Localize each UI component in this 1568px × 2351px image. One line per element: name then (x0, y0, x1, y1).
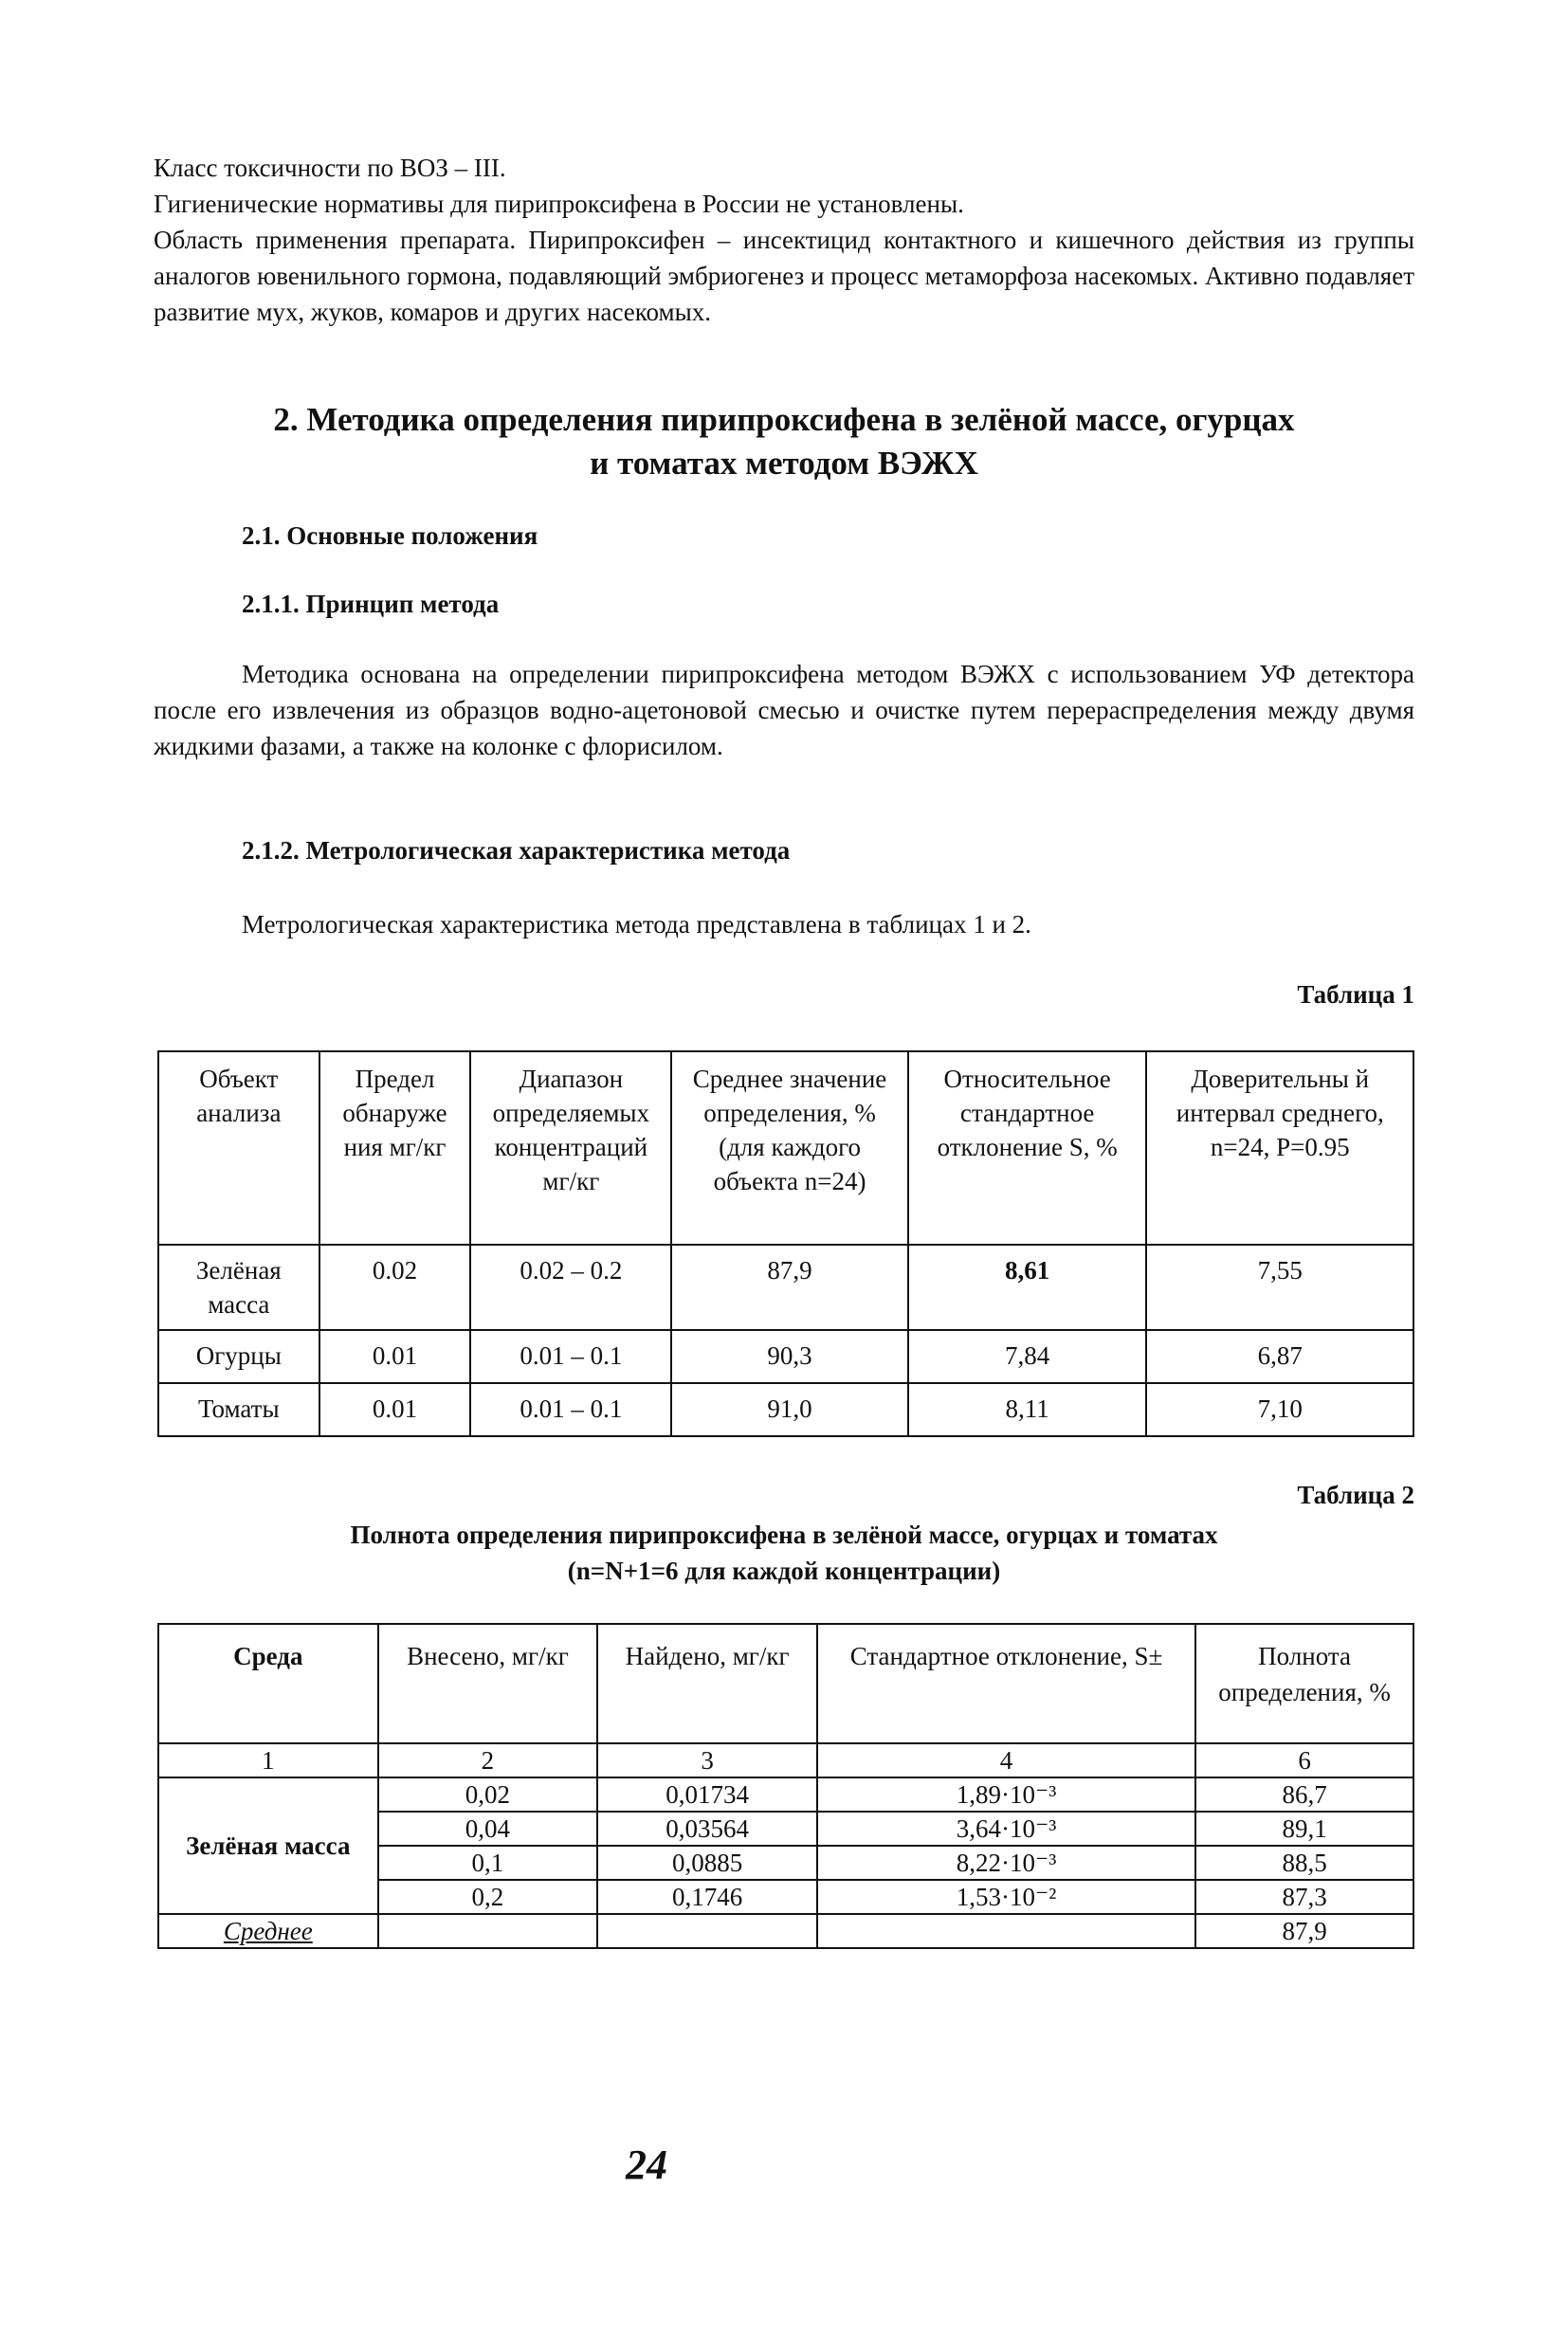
table-cell: 90,3 (671, 1330, 908, 1383)
table-row (158, 1330, 1413, 1383)
application-paragraph: Область применения препарата. Пирипроксифен – инсектицид контактного и кишечного действия из группы аналогов ювенильного гормона, подавляющий эмбриогенез и процесс метаморфоза насекомых. Активно подавляет развитие мух, жуков, комаров и других насекомых. (154, 226, 1414, 326)
table-cell (817, 1914, 1195, 1948)
table-row (158, 1383, 1413, 1436)
table1-header: Диапазон определяемых концентраций мг/кг (470, 1051, 671, 1245)
method-principle-paragraph: Методика основана на определении пирипроксифена методом ВЭЖХ с использованием УФ детектора после его извлечения из образцов водно-ацетоновой смесью и очистке путем перераспределения между двумя жидкими фазами, а также на колонке с флорисилом. (154, 660, 1414, 760)
section-title-line2: и томатах методом ВЭЖХ (590, 445, 978, 482)
table2-number-row (158, 1743, 1413, 1777)
table2-header: Среда (158, 1624, 378, 1743)
table-cell: 0,0885 (597, 1846, 817, 1880)
table-cell: 91,0 (671, 1383, 908, 1436)
table-cell: 87,3 (1195, 1880, 1413, 1914)
medium-cell: Зелёная масса (158, 1777, 378, 1914)
table-cell: Зелёная масса (158, 1245, 319, 1330)
table-cell: 6,87 (1146, 1330, 1413, 1383)
table-cell: 7,55 (1146, 1245, 1413, 1330)
table1-header: Среднее значение определения, % (для каждого объекта n=24) (671, 1051, 908, 1245)
metrology-paragraph: Метрологическая характеристика метода представлена в таблицах 1 и 2. (242, 910, 1031, 939)
table-cell: 0.02 (319, 1245, 471, 1330)
table-cell: 0.01 – 0.1 (470, 1330, 671, 1383)
table-cell: 7,10 (1146, 1383, 1413, 1436)
table2-header: Найдено, мг/кг (597, 1624, 817, 1743)
column-number: 4 (817, 1743, 1195, 1777)
table-cell: 8,11 (908, 1383, 1147, 1436)
table-cell: 0.02 – 0.2 (470, 1245, 671, 1330)
table-cell: 0,01734 (597, 1777, 817, 1812)
table-cell: 86,7 (1195, 1777, 1413, 1812)
table2-header: Внесено, мг/кг (378, 1624, 598, 1743)
table-1 (157, 1050, 1414, 1437)
table2-average-row (158, 1914, 1413, 1948)
table-cell (378, 1914, 598, 1948)
table2-header-row (158, 1624, 1413, 1743)
subsection-2-1-1: 2.1.1. Принцип метода (242, 590, 500, 618)
subsection-2-1-2: 2.1.2. Метрологическая характеристика метода (242, 836, 791, 865)
table-cell: 1,89·10⁻³ (817, 1777, 1195, 1812)
table-cell: 89,1 (1195, 1812, 1413, 1846)
table1-header-row (158, 1051, 1413, 1245)
table-cell: 1,53·10⁻² (817, 1880, 1195, 1914)
column-number: 3 (597, 1743, 817, 1777)
average-label: Среднее (158, 1914, 378, 1948)
table-row (158, 1777, 1413, 1812)
table-cell: 0,1 (378, 1846, 598, 1880)
table2-label: Таблица 2 (1297, 1481, 1414, 1509)
table2-header: Стандартное отклонение, S± (817, 1624, 1195, 1743)
table-row (158, 1245, 1413, 1330)
table-cell: 0.01 – 0.1 (470, 1383, 671, 1436)
table2-header: Полнота определения, % (1195, 1624, 1413, 1743)
column-number: 1 (158, 1743, 378, 1777)
table-cell: 0,1746 (597, 1880, 817, 1914)
table-cell: 0,04 (378, 1812, 598, 1846)
toxicity-class: Класс токсичности по ВОЗ – III. (154, 154, 506, 182)
table-cell: 8,22·10⁻³ (817, 1846, 1195, 1880)
table-cell: 3,64·10⁻³ (817, 1812, 1195, 1846)
section-title-line1: 2. Методика определения пирипроксифена в зелёной массе, огурцах (273, 401, 1295, 438)
table2-caption-line1: Полнота определения пирипроксифена в зелёной массе, огурцах и томатах (350, 1521, 1218, 1549)
table1-header: Предел обнаруже ния мг/кг (319, 1051, 471, 1245)
table-cell: 0,2 (378, 1880, 598, 1914)
table-cell: 88,5 (1195, 1846, 1413, 1880)
table-cell: 0,02 (378, 1777, 598, 1812)
table-cell: 0,03564 (597, 1812, 817, 1846)
table-cell: 87,9 (671, 1245, 908, 1330)
table-cell: 8,61 (908, 1245, 1147, 1330)
subsection-2-1: 2.1. Основные положения (242, 521, 538, 550)
page-number: 24 (626, 2141, 667, 2188)
table-cell: Томаты (158, 1383, 319, 1436)
table1-header: Доверительны й интервал среднего, n=24, P=0.95 (1146, 1051, 1413, 1245)
column-number: 2 (378, 1743, 598, 1777)
table1-label: Таблица 1 (1297, 980, 1414, 1009)
table1-header: Относительное стандартное отклонение S, % (908, 1051, 1147, 1245)
table-cell: 0.01 (319, 1330, 471, 1383)
table-2 (157, 1623, 1414, 1949)
table-cell: 0.01 (319, 1383, 471, 1436)
table-cell: Огурцы (158, 1330, 319, 1383)
table-cell: 7,84 (908, 1330, 1147, 1383)
table2-caption-line2: (n=N+1=6 для каждой концентрации) (567, 1557, 1001, 1585)
column-number: 6 (1195, 1743, 1413, 1777)
hygiene-norms: Гигиенические нормативы для пирипроксифена в России не установлены. (154, 190, 964, 218)
table-cell (597, 1914, 817, 1948)
average-value: 87,9 (1195, 1914, 1413, 1948)
table1-header: Объект анализа (158, 1051, 319, 1245)
